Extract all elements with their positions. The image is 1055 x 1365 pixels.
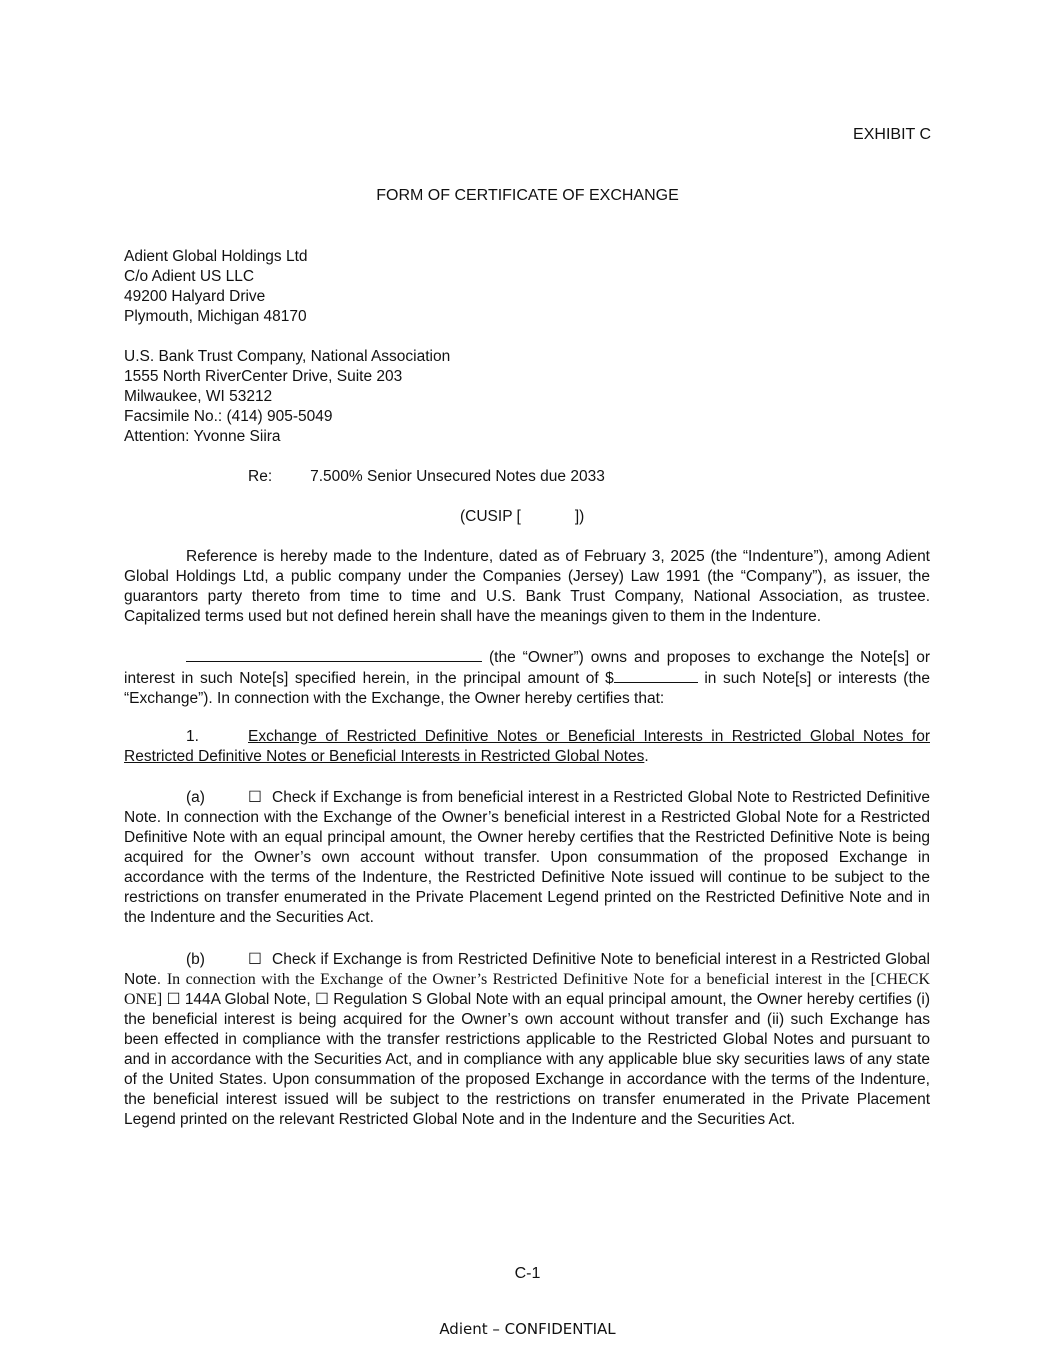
addressee-company	[124, 247, 308, 327]
reference-text: Reference is hereby made to the Indenture, dated as of February 3, 2025 (the “Indenture”), among Adient Global Holdings Ltd, a public company under the Companies (Jersey) Law 1991 (the “Company”), as issuer, the guarantors party thereto from time to time and U.S. Bank Trust Company, National Association, as trustee. Capitalized terms used but not defined herein shall have the meanings given to them in the Indenture.	[124, 548, 930, 625]
item-b-body: In connection with the Exchange of the Owner’s Restricted Definitive Note for a beneficial interest in the [CHECK ONE]	[124, 971, 931, 1008]
document-title: FORM OF CERTIFICATE OF EXCHANGE	[376, 187, 679, 204]
address-line: Milwaukee, WI 53212	[124, 388, 273, 405]
owner-text-1: (the “Owner”) owns and proposes to exchange the Note[s] or interest in such Note[s] specified herein, in the principal amount of $	[124, 649, 930, 687]
item-a-label: (a)	[186, 789, 205, 806]
item-a-body: In connection with the Exchange of the Owner’s beneficial interest in a Restricted Global Note for a Restricted Definitive Note with an equal principal amount, the Owner hereby certifies that the Restricted Definitive Note is being acquired for the Owner’s own account without transfer. Upon consummation of the proposed Exchange in accordance with the terms of the Indenture, the Restricted Definitive Note issued will continue to be subject to the restrictions on transfer enumerated in the Private Placement Legend printed on the Restricted Definitive Note and in the Indenture and the Securities Act.	[124, 809, 930, 926]
address-line: Attention: Yvonne Siira	[124, 428, 281, 445]
re-subject: 7.500% Senior Unsecured Notes due 2033	[310, 468, 605, 485]
address-line: 1555 North RiverCenter Drive, Suite 203	[124, 368, 403, 385]
cusip-line	[460, 508, 584, 526]
cusip-close: ])	[574, 508, 585, 525]
item-b-label: (b)	[186, 951, 205, 968]
confidential-footer: Adient – CONFIDENTIAL	[439, 1320, 616, 1338]
page-number: C-1	[514, 1265, 541, 1282]
item-a-lead: Check if Exchange is from beneficial interest in a Restricted Global Note to Restricted Definitive Note.	[124, 789, 930, 826]
exhibit-label: EXHIBIT C	[853, 126, 931, 143]
item-a-checkbox[interactable]: ☐	[248, 789, 262, 806]
address-line: U.S. Bank Trust Company, National Association	[124, 348, 451, 365]
address-line: 49200 Halyard Drive	[124, 288, 266, 305]
section-heading: Exchange of Restricted Definitive Notes or Beneficial Interests in Restricted Global Notes for Restricted Definitive Notes or Beneficial Interests in Restricted Global Notes	[124, 728, 930, 765]
re-line	[248, 468, 605, 486]
section-1	[124, 727, 930, 767]
re-label: Re:	[248, 468, 273, 485]
address-line: C/o Adient US LLC	[124, 268, 255, 285]
item-b-checkbox[interactable]: ☐	[248, 951, 262, 968]
address-line: Adient Global Holdings Ltd	[124, 248, 308, 265]
item-a	[124, 788, 930, 928]
address-line: Plymouth, Michigan 48170	[124, 308, 307, 325]
owner-text-2: in such Note[s] or interests (the “Exchange”). In connection with the Exchange, the Owner hereby certifies that:	[124, 670, 931, 707]
item-b	[124, 950, 930, 1130]
owner-paragraph	[124, 647, 930, 709]
reference-paragraph	[124, 547, 930, 627]
principal-amount-blank[interactable]	[614, 668, 698, 683]
option-regs-checkbox[interactable]: ☐	[315, 991, 329, 1008]
section-number: 1.	[186, 728, 199, 745]
option-144a-checkbox[interactable]: ☐	[166, 991, 181, 1008]
cusip-open: (CUSIP [	[460, 508, 521, 525]
item-b-lead: Check if Exchange is from Restricted Definitive Note to beneficial interest in a Restricted Global Note.	[124, 951, 930, 988]
owner-name-blank[interactable]	[186, 647, 482, 662]
address-line: Facsimile No.: (414) 905-5049	[124, 408, 333, 425]
addressee-trustee	[124, 347, 450, 447]
section-heading-period: .	[644, 748, 649, 765]
option-regs-text: Regulation S Global Note with an equal principal amount, the Owner hereby certifies (i) the beneficial interest is being acquired for the Owner’s own account without transfer and (ii) such Exchange has been effected in compliance with the transfer restrictions applicable to the Restricted Global Notes and pursuant to and in accordance with the Securities Act, and in compliance with any applicable blue sky securities laws of any state of the United States. Upon consummation of the proposed Exchange in accordance with the terms of the Indenture, the beneficial interest issued will be subject to the restrictions on transfer enumerated in the Private Placement Legend printed on the relevant Restricted Global Note and in the Indenture and the Securities Act.	[124, 991, 930, 1128]
option-144a-label: 144A Global Note,	[184, 991, 311, 1008]
